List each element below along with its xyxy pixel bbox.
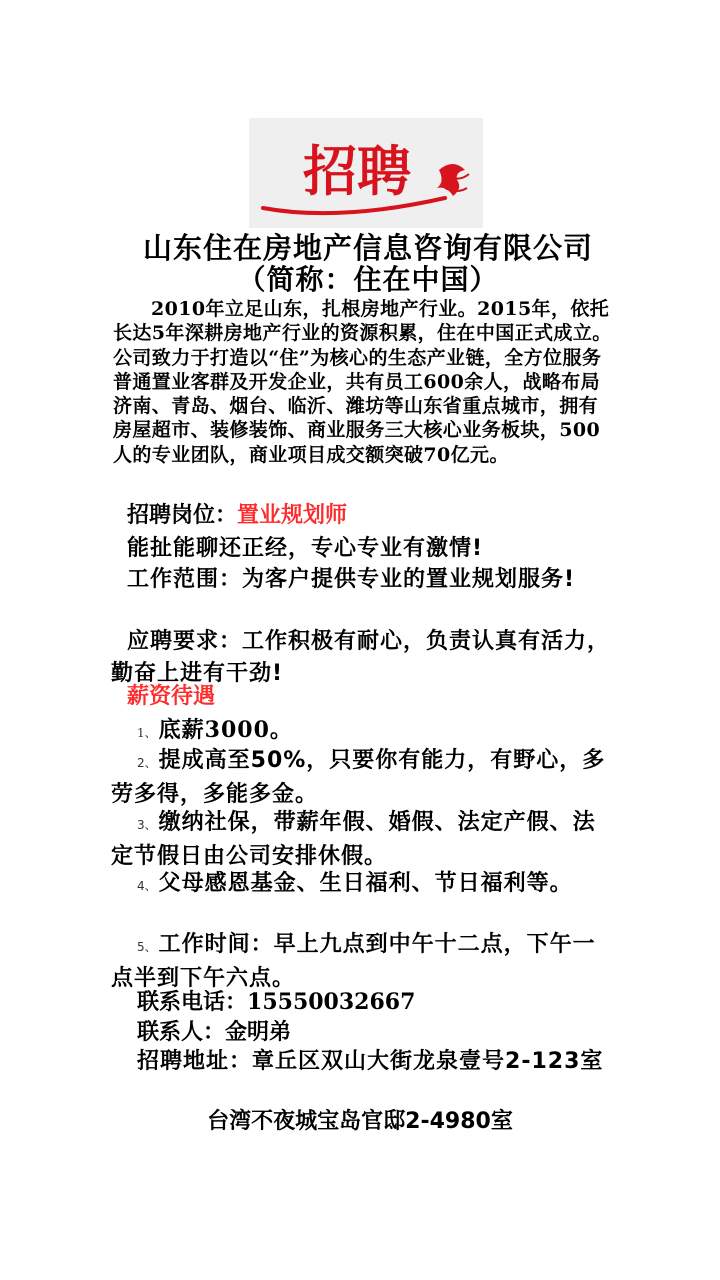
company-short-name: （简称：住在中国） bbox=[237, 263, 499, 296]
position-value: 置业规划师 bbox=[237, 503, 348, 528]
slogan: 能扯能聊还正经，专心专业有激情! bbox=[127, 536, 484, 561]
salary-item-number: 3、 bbox=[137, 818, 157, 832]
salary-item-text: 缴纳社保，带薪年假、婚假、法定产假、法定节假日由公司安排休假。 bbox=[111, 810, 596, 869]
company-name: 山东住在房地产信息咨询有限公司 bbox=[142, 231, 593, 265]
salary-item bbox=[111, 745, 613, 811]
address-second-line: 台湾不夜城宝岛官邸2-4980室 bbox=[207, 1109, 513, 1134]
address-label: 招聘地址： bbox=[137, 1049, 253, 1074]
salary-item-number: 4、 bbox=[137, 879, 157, 893]
address-value: 章丘区双山大街龙泉壹号2-123室 bbox=[252, 1049, 604, 1074]
salary-item-text: 提成高至50%，只要你有能力，有野心，多劳多得，多能多金。 bbox=[111, 748, 606, 807]
contact-phone-line bbox=[137, 986, 637, 1019]
work-scope: 工作范围：为客户提供专业的置业规划服务! bbox=[127, 567, 576, 592]
person-label: 联系人： bbox=[137, 1020, 226, 1045]
person-name: 金明弟 bbox=[225, 1020, 292, 1045]
salary-item-number: 2、 bbox=[137, 756, 157, 770]
salary-item-text: 父母感恩基金、生日福利、节日福利等。 bbox=[158, 871, 573, 896]
contact-person-line bbox=[137, 1017, 637, 1049]
position-label: 招聘岗位： bbox=[127, 503, 238, 528]
phone-number: 15550032667 bbox=[247, 989, 416, 1015]
company-intro: 2010年立足山东，扎根房地产行业。2015年，依托长达5年深耕房地产行业的资源积累，住在中国正式成立。公司致力于打造以“住”为核心的生态产业链，全方位服务普通置业客群及开发企业，共有员工600余人，战略布局济南、青岛、烟台、临沂、潍坊等山东省重点城市，拥有房屋超市、装修装饰、商业服务三大核心业务板块，500人的专业团队，商业项目成交额突破70亿元。 bbox=[113, 298, 612, 466]
salary-item-text: 底薪3000。 bbox=[158, 717, 293, 743]
salary-item-number: 5、 bbox=[137, 940, 157, 954]
salary-item bbox=[111, 714, 613, 749]
position-line bbox=[127, 500, 627, 532]
address-line bbox=[111, 1046, 613, 1078]
logo-text: 招聘 bbox=[303, 139, 411, 203]
requirements: 应聘要求：工作积极有耐心，负责认真有活力，勤奋上进有干劲! bbox=[111, 629, 611, 686]
salary-item bbox=[111, 868, 613, 902]
recruitment-logo-graphic bbox=[249, 118, 483, 228]
salary-item-text: 工作时间：早上九点到中午十二点，下午一点半到下午六点。 bbox=[111, 932, 596, 991]
phone-label: 联系电话： bbox=[137, 990, 248, 1015]
salary-title: 薪资待遇 bbox=[127, 684, 216, 709]
recruitment-logo bbox=[249, 118, 483, 228]
salary-item bbox=[111, 807, 613, 873]
salary-item-number: 1、 bbox=[137, 726, 157, 740]
